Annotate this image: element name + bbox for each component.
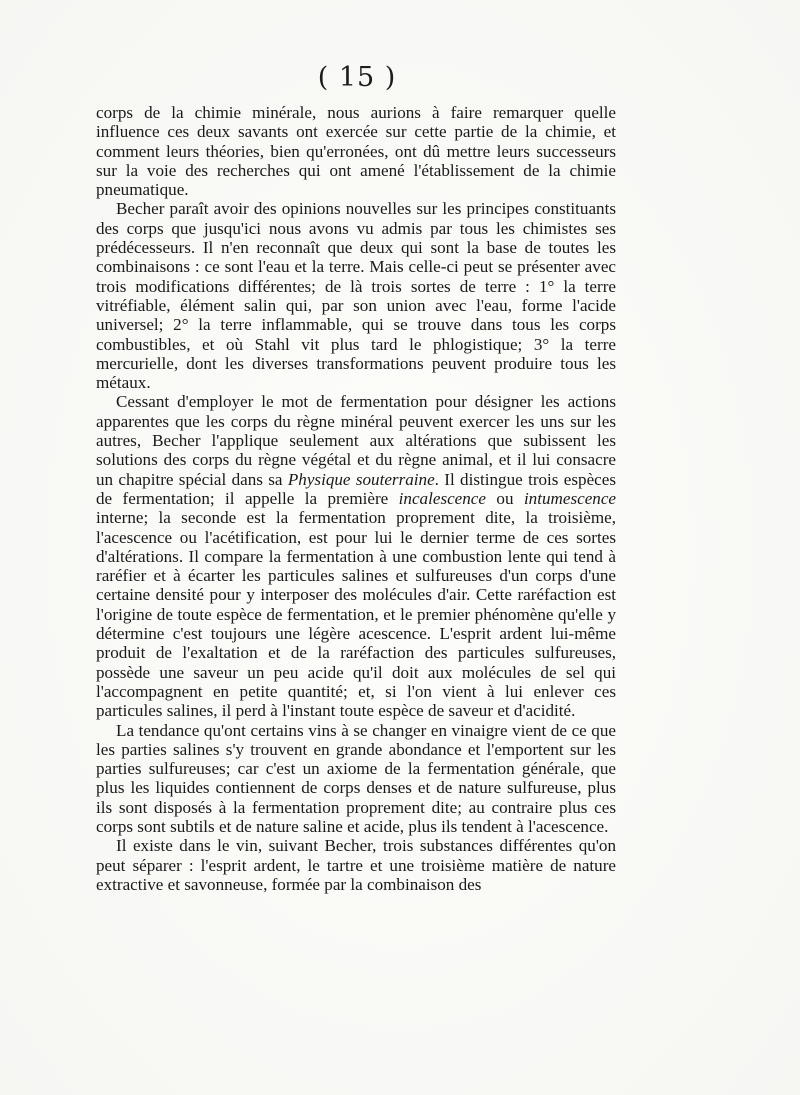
text-run: La tendance qu'ont certains vins à se changer en vinaigre vient de ce que les parties salines s'y trouvent en grande abondance et l'emportent sur les parties sulfureuses; car c'est un axiome de la fermentation générale, que plus les liquides contiennent de corps denses et de nature sulfureuse, plus ils sont disposés à la fermentation proprement dite; au contraire plus ces corps sont subtils et de nature saline et acide, plus ils tendent à l'acescence. xyxy=(96,720,616,836)
body-text xyxy=(96,103,616,894)
term-italic: incalescence xyxy=(398,488,486,508)
text-run: interne; la seconde est la fermentation proprement dite, la troisième, l'acescence ou l'acétification, est pour lui le dernier terme de ces sortes d'altérations. Il compare la fermentation à une combustion lente qui tend à raréfier et à écarter les particules salines et sulfureuses d'un corps d'une certaine densité pour y interposer des molécules d'air. Cette raréfaction est l'origine de toute espèce de fermentation, et le premier phénomène qu'elle y détermine c'est toujours une légère acescence. L'esprit ardent lui-même produit de l'exaltation et de la raréfaction des particules sulfureuses, possède une saveur un peu acide qu'il doit aux molécules de sel qui l'accompagnent en petite quantité; et, si l'on vient à lui enlever ces particules salines, il perd à l'instant toute espèce de saveur et d'acidité. xyxy=(96,508,616,721)
text-run: Cessant d'employer le mot de fermentation pour désigner les actions apparentes que les corps du règne minéral peuvent exercer les uns sur les autres, Becher l'applique seulement aux altérations que subissent les solutions des corps du règne végétal et du règne animal, et il lui consacre un chapitre spécial dans sa xyxy=(96,392,616,489)
paragraph xyxy=(96,103,616,199)
text-run: corps de la chimie minérale, nous aurions à faire remarquer quelle influence ces deux savants ont exercée sur cette partie de la chimie, et comment leurs théories, bien qu'erronées, ont dû mettre leurs successeurs sur la voie des recherches qui ont amené l'établissement de la chimie pneumatique. xyxy=(96,103,616,200)
term-italic: intumescence xyxy=(523,488,617,508)
paragraph xyxy=(96,721,616,837)
text-run: Il existe dans le vin, suivant Becher, trois substances différentes qu'on peut séparer : l'esprit ardent, le tartre et une troisième matière de nature extractive et savonneuse, formée par la combinaison des xyxy=(96,836,616,894)
text-run: . Il distingue trois espèces de fermentation; il appelle la première xyxy=(96,469,616,508)
page-number: ( 15 ) xyxy=(317,62,397,93)
paragraph xyxy=(96,199,616,392)
text-run: Becher paraît avoir des opinions nouvelles sur les principes constituants des corps que jusqu'ici nous avons vu admis par tous les chimistes ses prédécesseurs. Il n'en reconnaît que deux qui sont la base de toutes les combinaisons : ce sont l'eau et la terre. Mais celle-ci peut se présenter avec trois modifications différentes; de là trois sortes de terre : 1° la terre vitréfiable, élément salin qui, par son union avec l'eau, forme l'acide universel; 2° la terre inflammable, qui se trouve dans tous les corps combustibles, et où Stahl vit plus tard le phlogistique; 3° la terre mercurielle, dont les diverses transformations peuvent produire tous les métaux. xyxy=(96,199,616,393)
book-title-italic: Physique souterraine xyxy=(287,469,435,489)
paragraph xyxy=(96,392,616,720)
text-run: ou xyxy=(486,488,524,508)
paragraph xyxy=(96,836,616,894)
